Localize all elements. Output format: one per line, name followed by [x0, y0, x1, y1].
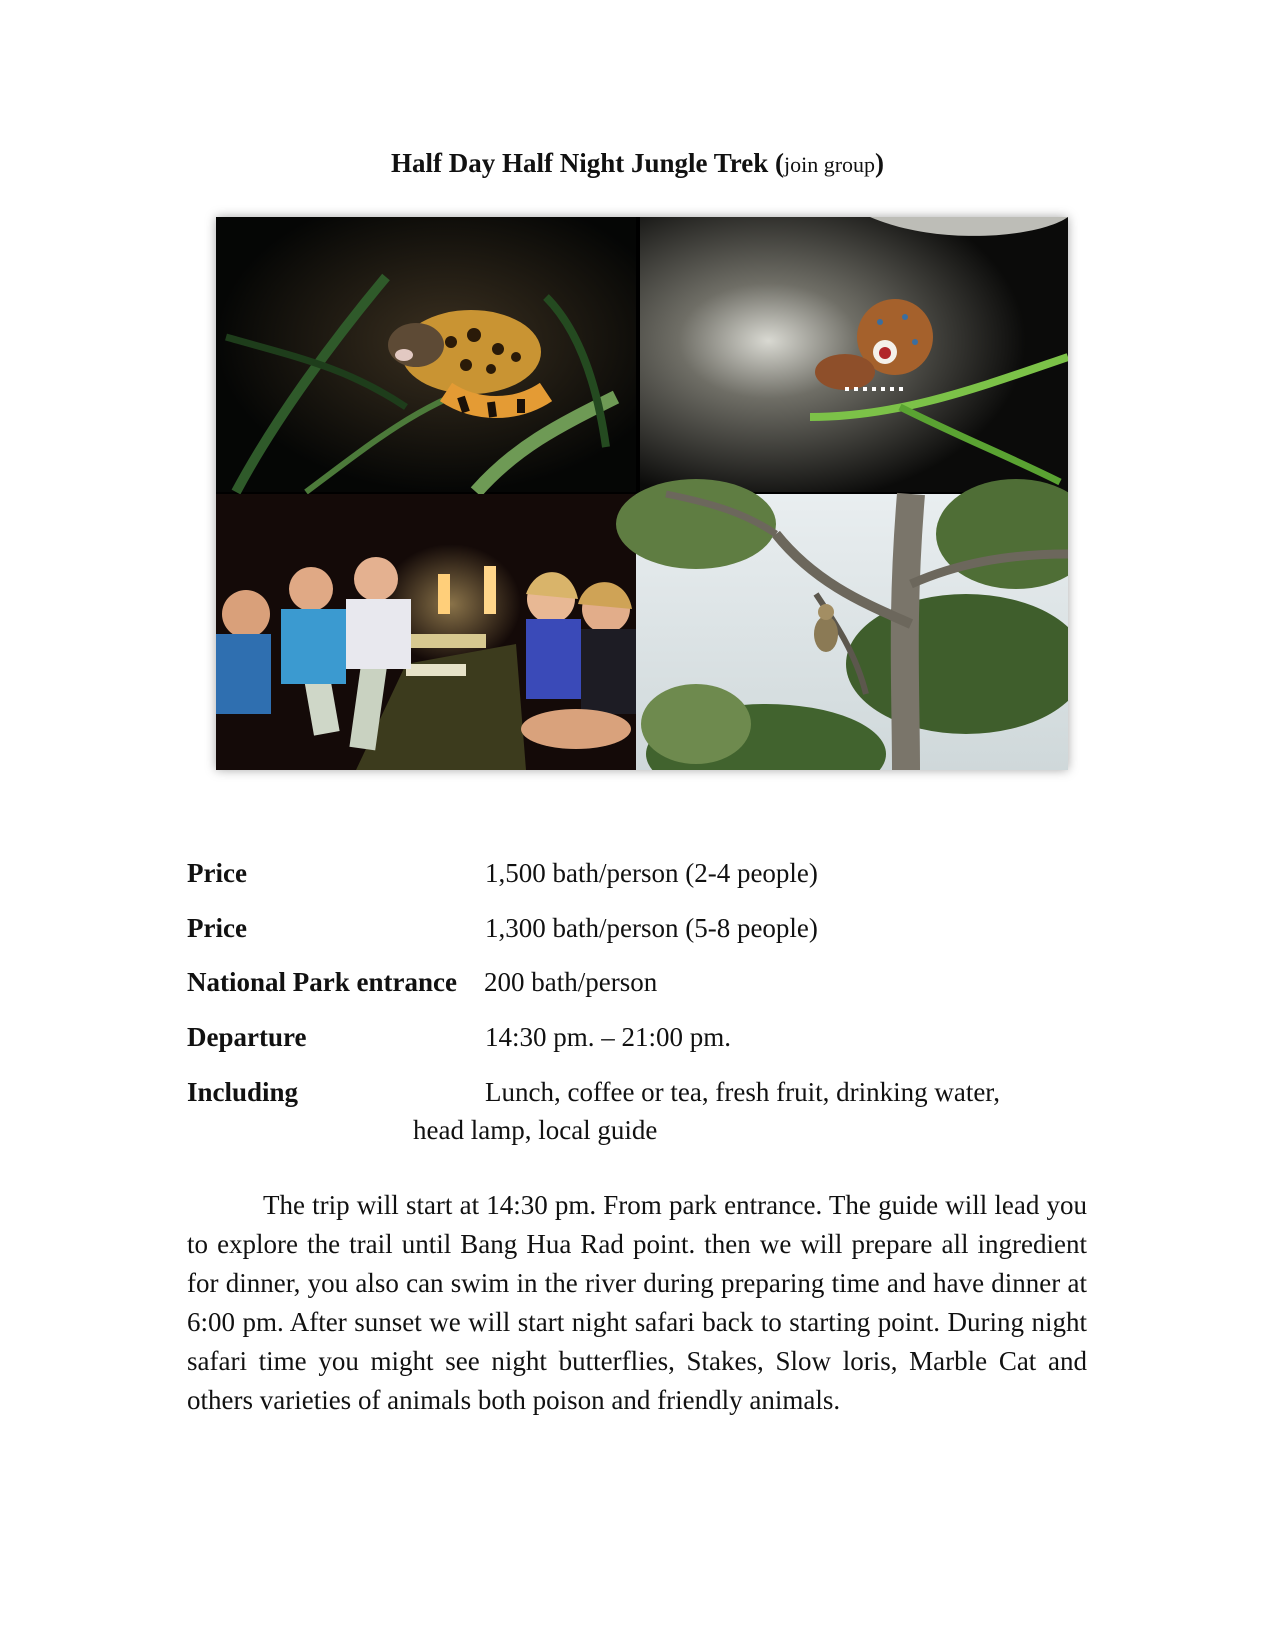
title-open-paren: (: [768, 148, 784, 178]
title-main: Half Day Half Night Jungle Trek: [390, 148, 769, 178]
title-close-paren: ): [875, 148, 885, 178]
title-join-group: join group: [783, 152, 876, 177]
price-label: Price: [187, 913, 247, 943]
photo-collage: [216, 217, 1068, 770]
price-value: 1,500 bath/person (2-4 people): [485, 858, 818, 888]
page-title: [0, 148, 1275, 179]
price-label: Price: [187, 858, 247, 888]
including-value: Lunch, coffee or tea, fresh fruit, drinking water,: [485, 1077, 1000, 1107]
group-dinner-photo: [216, 494, 636, 770]
departure-value: 14:30 pm. – 21:00 pm.: [485, 1022, 732, 1052]
departure-label: Departure: [187, 1022, 307, 1052]
gibbon-in-tree-photo: [616, 479, 1068, 770]
caterpillar-photo: [640, 217, 1068, 492]
park-entrance-label: National Park entrance: [187, 967, 457, 997]
civet-photo: [216, 217, 636, 492]
trip-description: The trip will start at 14:30 pm. From park entrance. The guide will lead you to explore the trail until Bang Hua Rad point. then we will prepare all ingredient for dinner, you also can swim in the river during preparing time and have dinner at 6:00 pm. After sunset we will start night safari back to starting point. During night safari time you might see night butterflies, Stakes, Slow loris, Marble Cat and others varieties of animals both poison and friendly animals.: [187, 1190, 1087, 1415]
price-value: 1,300 bath/person (5-8 people): [485, 913, 818, 943]
park-entrance-value: 200 bath/person: [484, 967, 658, 997]
including-label: Including: [187, 1077, 299, 1107]
including-value-continuation: head lamp, local guide: [413, 1115, 658, 1145]
